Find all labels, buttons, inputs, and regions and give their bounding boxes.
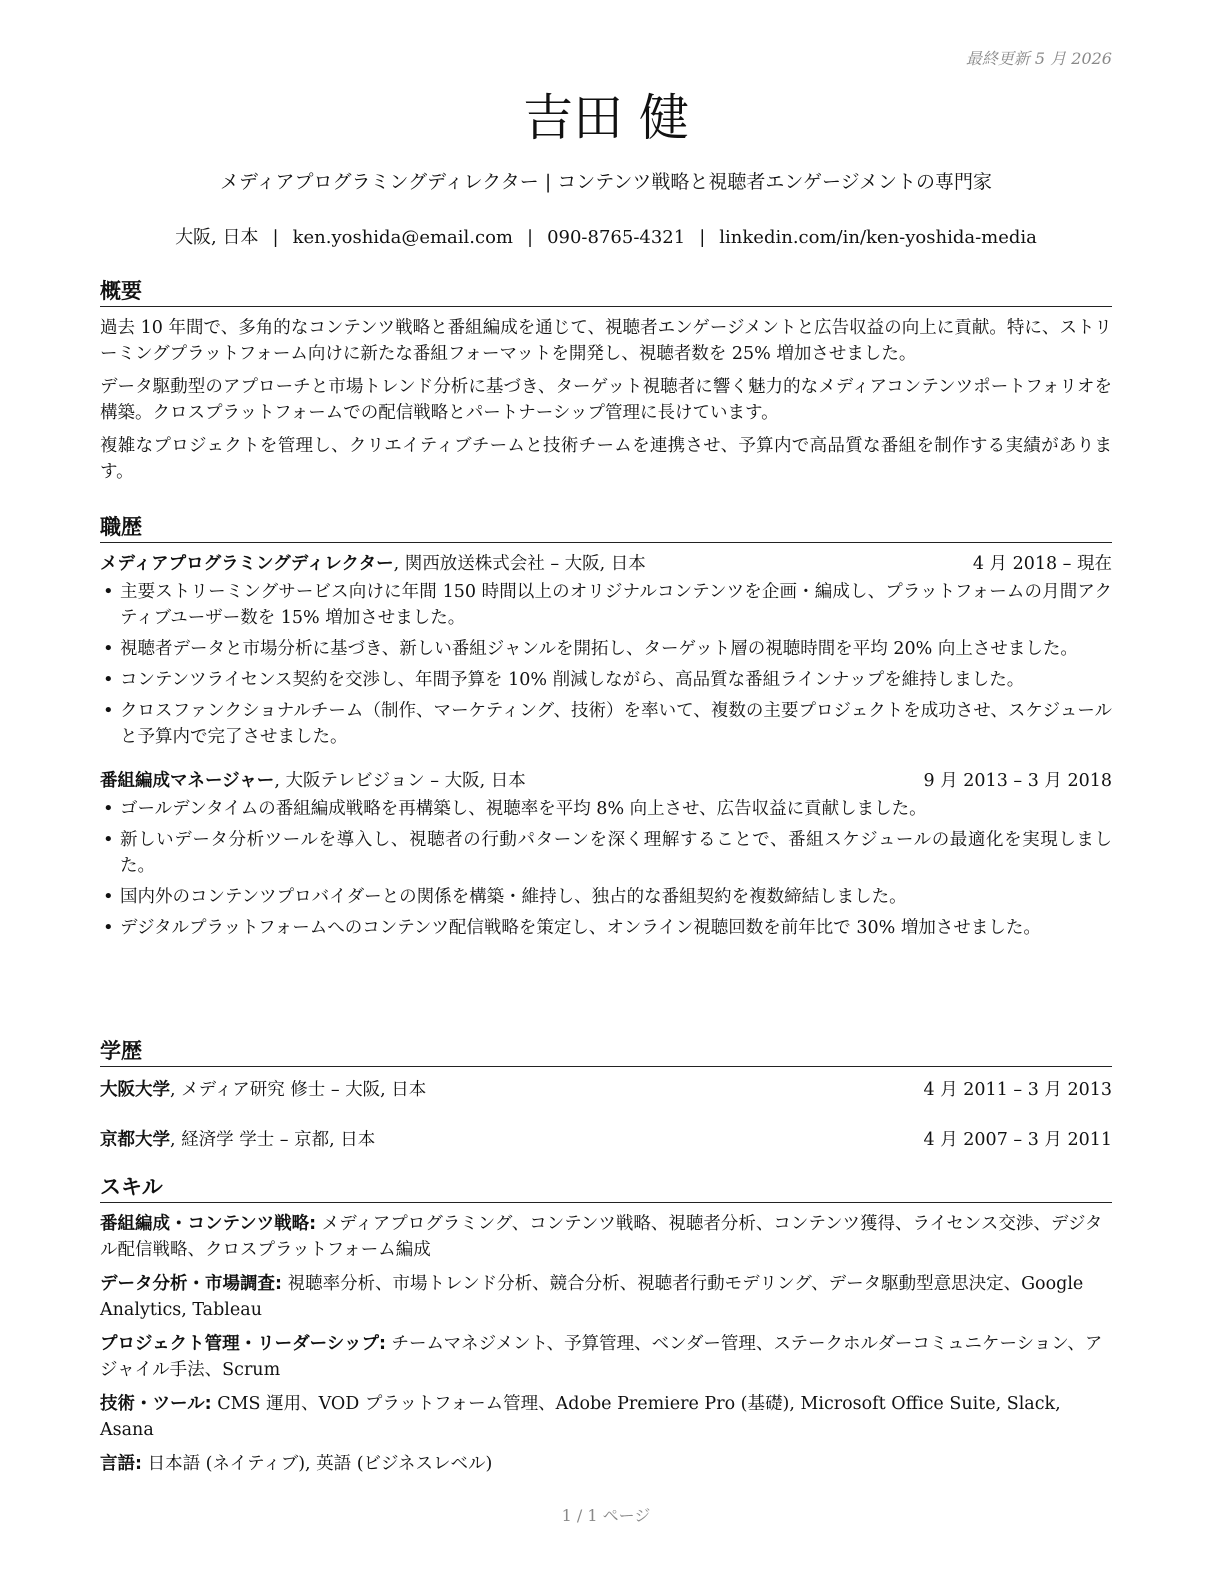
contact-email[interactable]: ken.yoshida@email.com [292, 227, 513, 248]
skill-label: 番組編成・コンテンツ戦略: [100, 1214, 317, 1234]
job-entry [100, 768, 1112, 941]
page-number: 1 / 1 ページ [561, 1506, 651, 1525]
skill-line [100, 1451, 1112, 1477]
contact-location: 大阪, 日本 [175, 227, 259, 248]
education-dates: 4 月 2007 – 3 月 2011 [923, 1130, 1112, 1150]
contact-separator: | [527, 227, 534, 248]
contact-linkedin[interactable]: linkedin.com/in/ken-yoshida-media [719, 227, 1037, 248]
contact-line [100, 226, 1112, 250]
job-header [100, 551, 1112, 577]
candidate-name: 吉田 健 [523, 89, 689, 147]
resume-page [100, 0, 1112, 1584]
summary-paragraph: 過去 10 年間で、多角的なコンテンツ戦略と番組編成を通じて、視聴者エンゲージメントと広告収益の向上に貢献。特に、ストリーミングプラットフォーム向けに新たな番組フォーマットを開発し、視聴者数を 25% 増加させました。 [100, 318, 1112, 364]
job-bullet: • 視聴者データと市場分析に基づき、新しい番組ジャンルを開拓し、ターゲット層の視聴時間を平均 20% 向上させました。 [100, 636, 1112, 662]
job-organization: , 大阪テレビジョン – 大阪, 日本 [274, 771, 526, 791]
contact-separator: | [272, 227, 279, 248]
job-bullet: • 国内外のコンテンツプロバイダーとの関係を構築・維持し、独占的な番組契約を複数締結しました。 [100, 884, 1112, 910]
job-role: メディアプログラミングディレクター [100, 554, 394, 574]
contact-phone: 090-8765-4321 [547, 227, 686, 248]
section-title: 学歴 [100, 1038, 1112, 1067]
job-entry [100, 551, 1112, 750]
skill-label: 言語: [100, 1454, 142, 1474]
summary-paragraph: データ駆動型のアプローチと市場トレンド分析に基づき、ターゲット視聴者に響く魅力的なメディアコンテンツポートフォリオを構築。クロスプラットフォームでの配信戦略とパートナーシップ管理に長けています。 [100, 377, 1112, 423]
education-dates: 4 月 2011 – 3 月 2013 [923, 1080, 1112, 1100]
job-dates: 9 月 2013 – 3 月 2018 [923, 771, 1112, 791]
job-bullet: • デジタルプラットフォームへのコンテンツ配信戦略を策定し、オンライン視聴回数を前年比で 30% 増加させました。 [100, 915, 1112, 941]
headline: メディアプログラミングディレクター | コンテンツ戦略と視聴者エンゲージメントの専門家 [219, 171, 993, 193]
education-section [100, 1038, 1112, 1153]
job-organization: , 関西放送株式会社 – 大阪, 日本 [393, 554, 646, 574]
section-title: 概要 [100, 278, 1112, 307]
skill-line [100, 1271, 1112, 1323]
skill-label: プロジェクト管理・リーダーシップ: [100, 1334, 386, 1354]
job-header [100, 768, 1112, 794]
skill-text: 日本語 (ネイティブ), 英語 (ビジネスレベル) [142, 1454, 493, 1474]
section-title: スキル [100, 1174, 1112, 1203]
degree-detail: , 経済学 学士 – 京都, 日本 [170, 1130, 376, 1150]
job-bullets [100, 579, 1112, 750]
job-role: 番組編成マネージャー [100, 771, 275, 791]
job-bullet: • クロスファンクショナルチーム（制作、マーケティング、技術）を率いて、複数の主要プロジェクトを成功させ、スケジュールと予算内で完了させました。 [100, 698, 1112, 750]
school-name: 京都大学 [100, 1130, 170, 1150]
job-bullet: • ゴールデンタイムの番組編成戦略を再構築し、視聴率を平均 8% 向上させ、広告収益に貢献しました。 [100, 796, 1112, 822]
job-bullet: • 主要ストリーミングサービス向けに年間 150 時間以上のオリジナルコンテンツを企画・編成し、プラットフォームの月間アクティブユーザー数を 15% 増加させました。 [100, 579, 1112, 631]
skill-label: データ分析・市場調査: [100, 1274, 282, 1294]
degree-detail: , メディア研究 修士 – 大阪, 日本 [170, 1080, 427, 1100]
skills-section [100, 1174, 1112, 1485]
school-name: 大阪大学 [100, 1080, 170, 1100]
job-bullet: • 新しいデータ分析ツールを導入し、視聴者の行動パターンを深く理解することで、番組スケジュールの最適化を実現しました。 [100, 827, 1112, 879]
skill-text: CMS 運用、VOD プラットフォーム管理、Adobe Premiere Pro (基礎), Microsoft Office Suite, Slack, Asana [100, 1394, 1061, 1440]
education-entry [100, 1127, 1112, 1153]
skill-text: メディアプログラミング、コンテンツ戦略、視聴者分析、コンテンツ獲得、ライセンス交渉、デジタル配信戦略、クロスプラットフォーム編成 [100, 1214, 1103, 1260]
skill-text: チームマネジメント、予算管理、ベンダー管理、ステークホルダーコミュニケーション、アジャイル手法、Scrum [100, 1334, 1103, 1380]
contact-separator: | [699, 227, 706, 248]
skill-line [100, 1211, 1112, 1263]
job-dates: 4 月 2018 – 現在 [972, 554, 1112, 574]
experience-section [100, 514, 1112, 946]
job-bullet: • コンテンツライセンス契約を交渉し、年間予算を 10% 削減しながら、高品質な番組ラインナップを維持しました。 [100, 667, 1112, 693]
skill-label: 技術・ツール: [100, 1394, 212, 1414]
section-title: 職歴 [100, 514, 1112, 543]
skill-line [100, 1331, 1112, 1383]
skill-text: 視聴率分析、市場トレンド分析、競合分析、視聴者行動モデリング、データ駆動型意思決定、Google Analytics, Tableau [100, 1274, 1084, 1320]
job-bullets [100, 796, 1112, 941]
last-updated: 最終更新 5 月 2026 [965, 49, 1112, 68]
skill-line [100, 1391, 1112, 1443]
education-entry [100, 1077, 1112, 1103]
summary-paragraph: 複雑なプロジェクトを管理し、クリエイティブチームと技術チームを連携させ、予算内で高品質な番組を制作する実績があります。 [100, 436, 1112, 482]
summary-section [100, 278, 1112, 492]
